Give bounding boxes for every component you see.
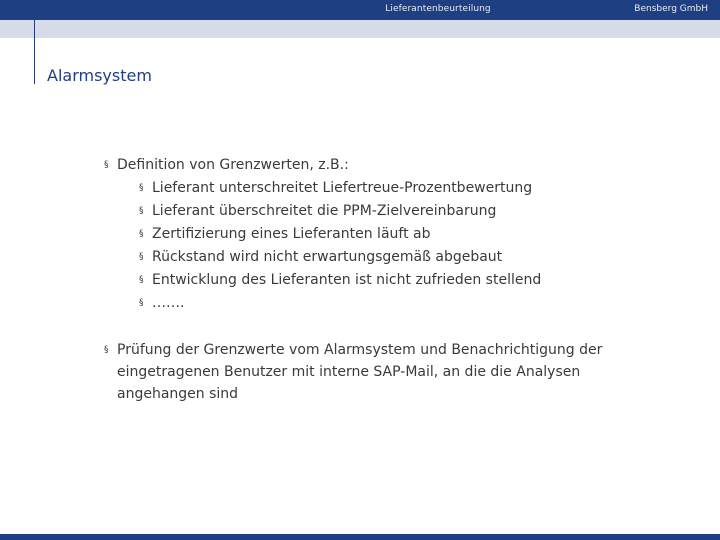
sub-bullet-marker: § <box>139 206 144 216</box>
bullet-definition: Definition von Grenzwerten, z.B.: <box>117 157 349 173</box>
sub-item: Zertifizierung eines Lieferanten läuft ab <box>152 226 431 242</box>
header-bar <box>0 0 720 20</box>
bullet-pruefung: Prüfung der Grenzwerte vom Alarmsystem und Benachrichtigung der eingetragenen Benutzer mit interne SAP-Mail, an die die Analysen angehangen sind <box>117 342 603 402</box>
sub-bullet-marker: § <box>139 298 144 308</box>
company-name: Bensberg GmbH <box>634 4 708 14</box>
bullet-marker: § <box>104 160 109 170</box>
sub-item: Lieferant unterschreitet Liefertreue-Prozentbewertung <box>152 180 533 196</box>
header-stripe <box>0 20 720 38</box>
sub-bullet-marker: § <box>139 275 144 285</box>
footer-bar <box>0 534 720 540</box>
sub-bullet-marker: § <box>139 252 144 262</box>
sub-item: Rückstand wird nicht erwartungsgemäß abgebaut <box>152 249 503 265</box>
sub-item: Entwicklung des Lieferanten ist nicht zufrieden stellend <box>152 272 542 288</box>
header-title: Lieferantenbeurteilung <box>385 4 491 14</box>
sub-bullet-marker: § <box>139 183 144 193</box>
sub-bullet-marker: § <box>139 229 144 239</box>
sub-item: ……. <box>152 295 185 311</box>
vertical-divider <box>34 20 35 84</box>
slide-title: Alarmsystem <box>47 66 152 85</box>
sub-item: Lieferant überschreitet die PPM-Zielvereinbarung <box>152 203 497 219</box>
bullet-marker: § <box>104 345 109 355</box>
